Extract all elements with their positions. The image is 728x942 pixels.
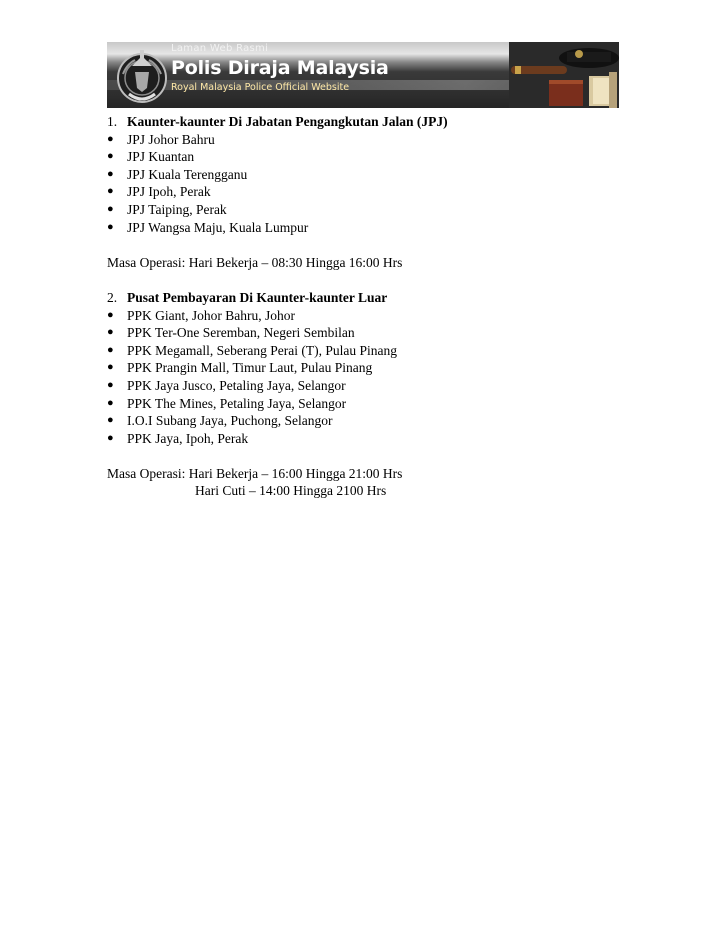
- list-item: [107, 166, 667, 184]
- list-item-text: PPK Ter-One Seremban, Negeri Sembilan: [127, 325, 355, 341]
- section-title: Pusat Pembayaran Di Kaunter-kaunter Luar: [127, 289, 388, 305]
- bullet-icon: ●: [107, 414, 114, 427]
- cap-and-books-illustration: [509, 42, 619, 108]
- list-item-text: PPK The Mines, Petaling Jaya, Selangor: [127, 395, 347, 411]
- list-item: [107, 377, 667, 395]
- holiday-hours: Hari Cuti – 14:00 Hingga 2100 Hrs: [195, 483, 387, 499]
- list-item-text: JPJ Taiping, Perak: [127, 201, 227, 217]
- list-item: [107, 342, 667, 360]
- bullet-icon: ●: [107, 150, 114, 163]
- banner-subtitle: Laman Web Rasmi: [171, 43, 269, 54]
- list-item-text: I.O.I Subang Jaya, Puchong, Selangor: [127, 413, 333, 429]
- bullet-icon: ●: [107, 396, 114, 409]
- list-item-text: JPJ Ipoh, Perak: [127, 184, 211, 200]
- document-body: [107, 113, 667, 500]
- list-item: [107, 307, 667, 325]
- list-item-text: JPJ Wangsa Maju, Kuala Lumpur: [127, 219, 309, 235]
- list-item: [107, 412, 667, 430]
- list-item-text: PPK Jaya Jusco, Petaling Jaya, Selangor: [127, 377, 346, 393]
- counter-list: [107, 131, 667, 237]
- section-heading: [107, 289, 667, 307]
- counter-list: [107, 307, 667, 448]
- bullet-icon: ●: [107, 361, 114, 374]
- police-crest-icon: [113, 44, 171, 106]
- bullet-icon: ●: [107, 167, 114, 180]
- list-item-text: JPJ Kuala Terengganu: [127, 166, 248, 182]
- bullet-icon: ●: [107, 378, 114, 391]
- bullet-icon: ●: [107, 431, 114, 444]
- list-item: [107, 131, 667, 149]
- section-number: 2.: [107, 289, 118, 305]
- bullet-icon: ●: [107, 132, 114, 145]
- banner-tagline: Royal Malaysia Police Official Website: [171, 82, 350, 93]
- list-item-text: JPJ Johor Bahru: [127, 131, 215, 147]
- section-title: Kaunter-kaunter Di Jabatan Pengangkutan Jalan (JPJ): [127, 114, 448, 129]
- list-item-text: PPK Giant, Johor Bahru, Johor: [127, 307, 295, 323]
- list-item: [107, 219, 667, 237]
- bullet-icon: ●: [107, 308, 114, 321]
- operating-hours: Masa Operasi: Hari Bekerja – 16:00 Hingga 21:00 Hrs: [107, 465, 403, 481]
- header-banner: [107, 42, 619, 108]
- list-item: [107, 395, 667, 413]
- list-item: [107, 359, 667, 377]
- operating-hours: Masa Operasi: Hari Bekerja – 08:30 Hingga 16:00 Hrs: [107, 254, 403, 270]
- bullet-icon: ●: [107, 343, 114, 356]
- list-item-text: PPK Prangin Mall, Timur Laut, Pulau Pinang: [127, 360, 373, 376]
- bullet-icon: ●: [107, 202, 114, 215]
- list-item: [107, 324, 667, 342]
- banner-title: Polis Diraja Malaysia: [171, 57, 389, 79]
- list-item: [107, 148, 667, 166]
- list-item-text: PPK Megamall, Seberang Perai (T), Pulau Pinang: [127, 342, 397, 358]
- bullet-icon: ●: [107, 326, 114, 339]
- list-item-text: PPK Jaya, Ipoh, Perak: [127, 430, 249, 446]
- list-item-text: JPJ Kuantan: [127, 149, 195, 165]
- section-heading: [107, 113, 667, 131]
- bullet-icon: ●: [107, 185, 114, 198]
- list-item: [107, 201, 667, 219]
- list-item: [107, 183, 667, 201]
- bullet-icon: ●: [107, 220, 114, 233]
- section-number: 1.: [107, 114, 118, 129]
- list-item: [107, 430, 667, 448]
